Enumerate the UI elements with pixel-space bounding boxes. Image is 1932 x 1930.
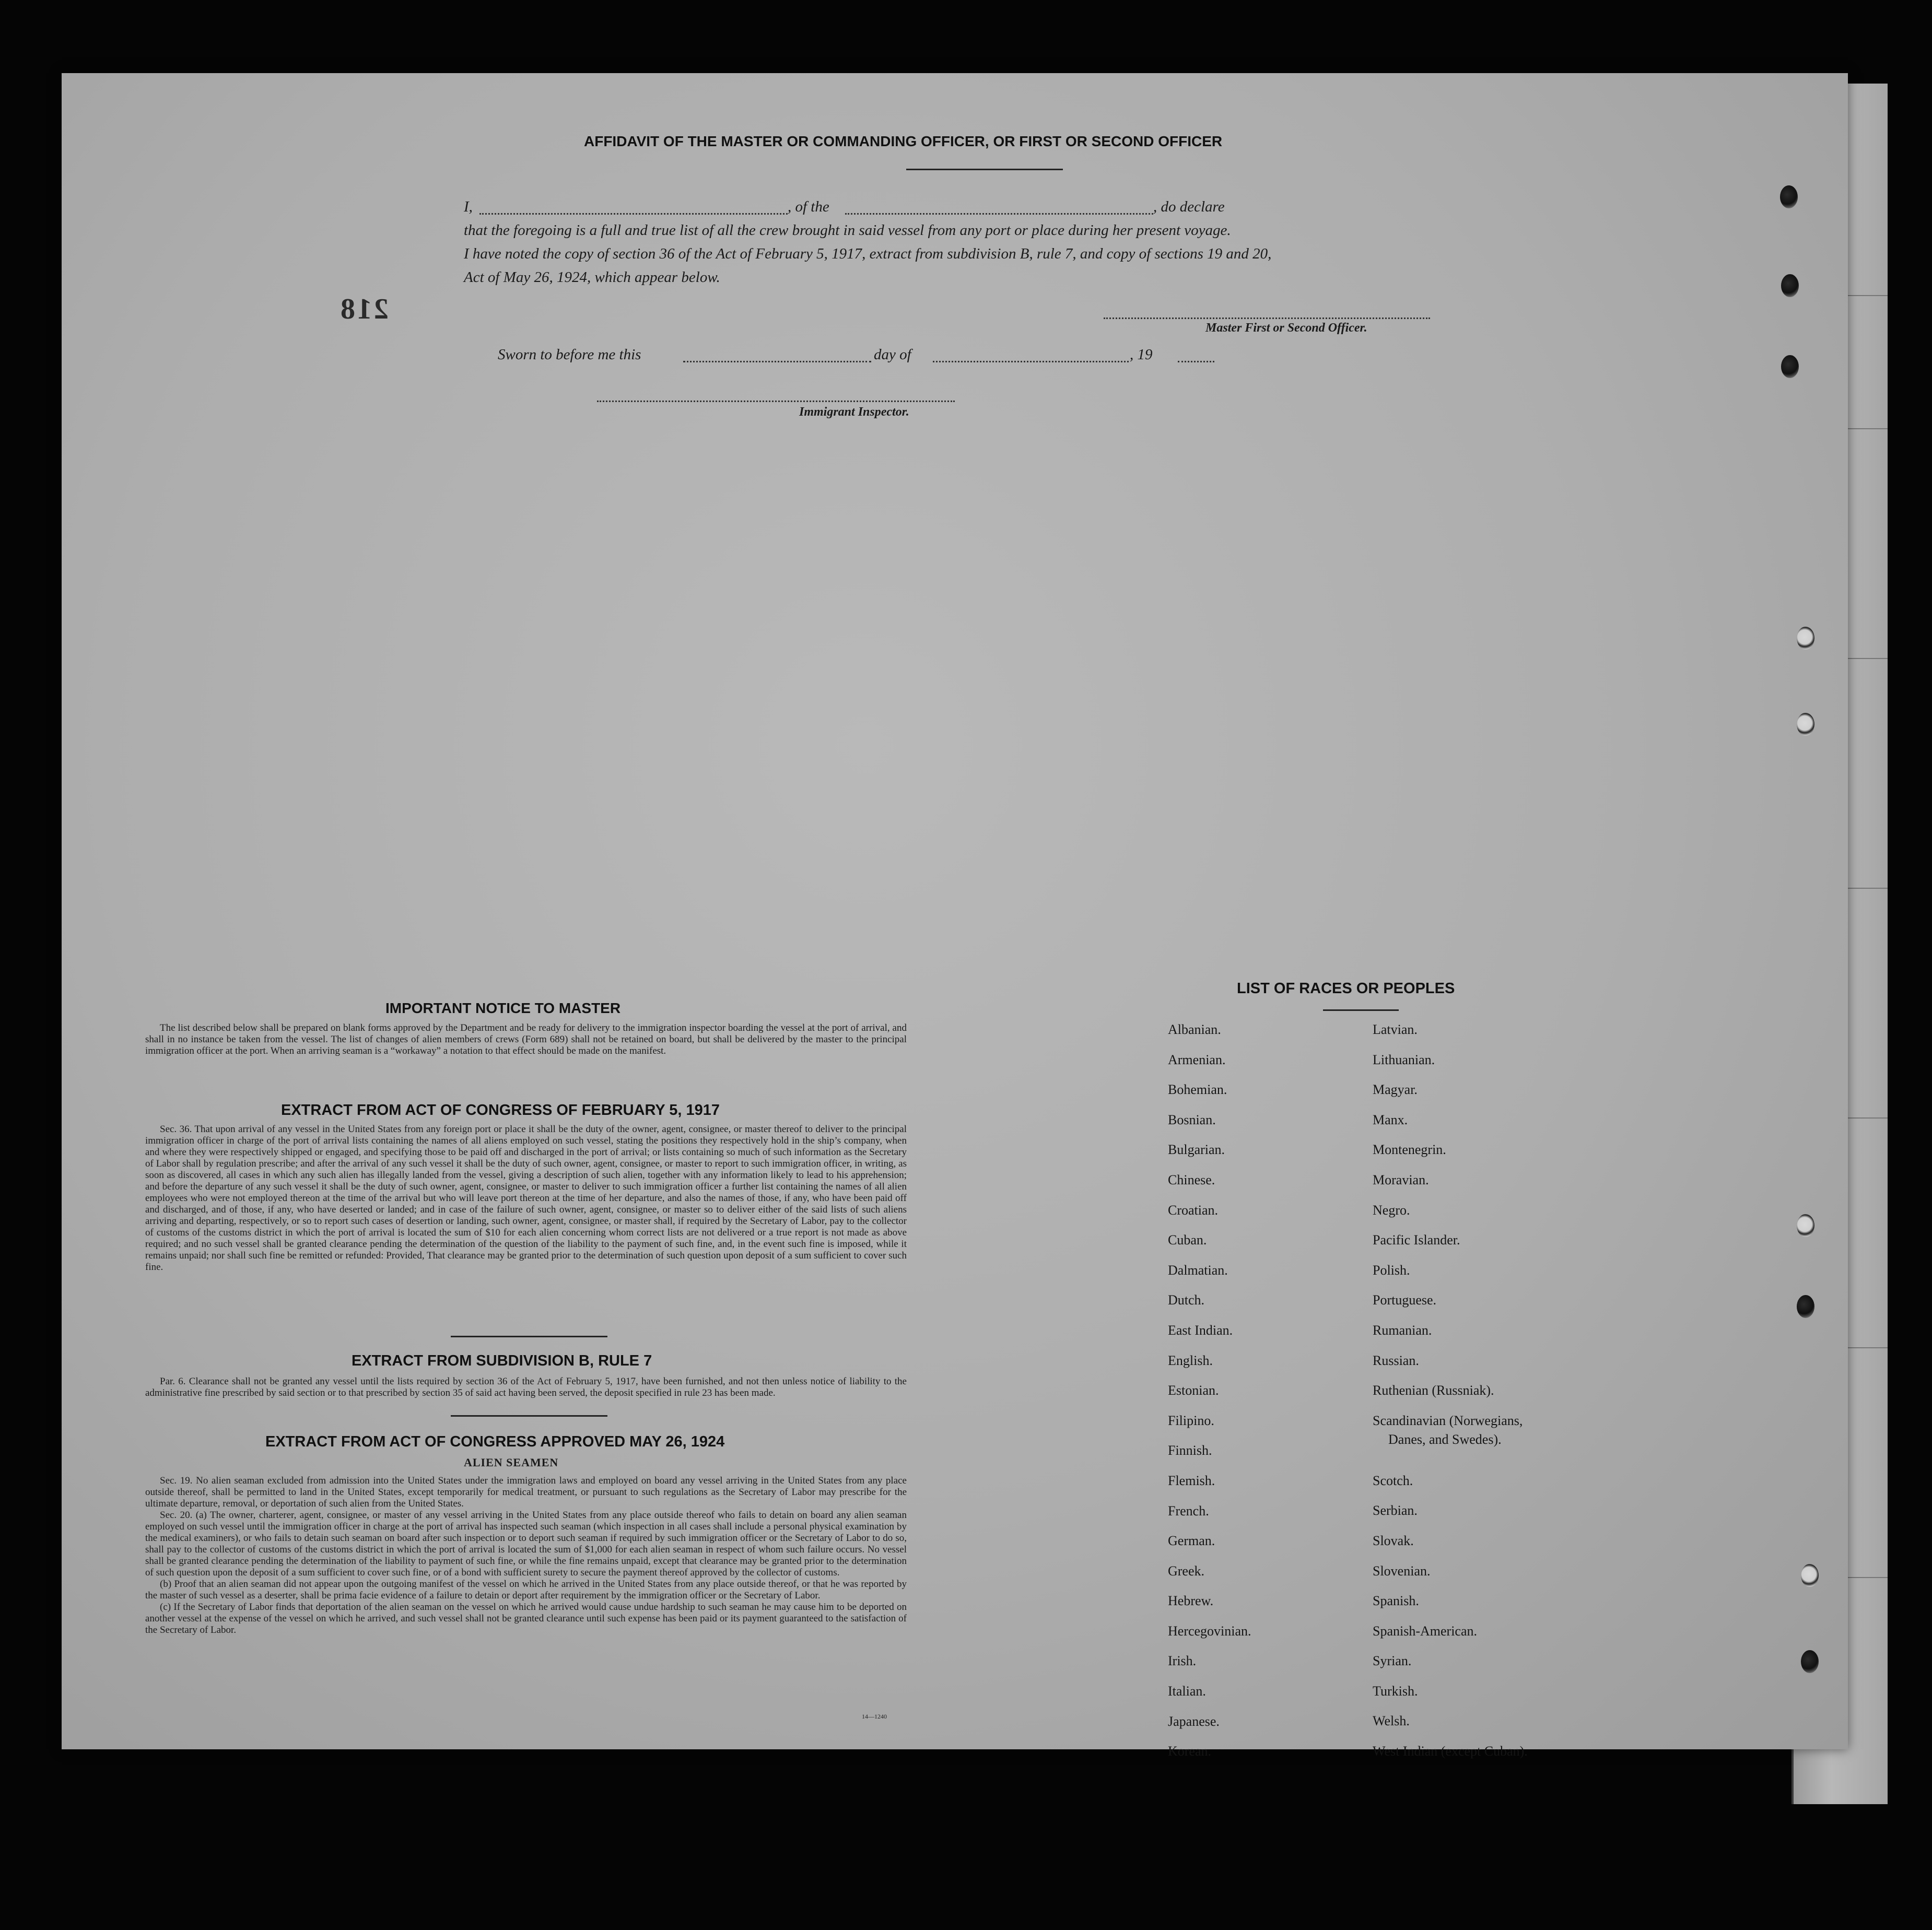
affidavit-line1-of: , of the [788,198,829,215]
divider-rule [451,1336,607,1337]
race-item: Bulgarian. [1168,1142,1225,1158]
extract-1917-title: EXTRACT FROM ACT OF CONGRESS OF FEBRUARY 5, 1917 [281,1102,720,1119]
affidavit-line1-i: I, [464,198,473,215]
race-item: Serbian. [1373,1503,1418,1519]
race-item: Flemish. [1168,1473,1215,1488]
binder-hole [1781,355,1799,378]
section-36-paragraph: Sec. 36. That upon arrival of any vessel in the United States from any foreign port or place it shall be the duty of the owner, agent, consignee, or master thereof to deliver to the principal immigration officer in charge of the port of arrival lists containing the names of all aliens employed on such vessel, stating the positions they respectively hold in the ship’s company, when and where they were respectively shipped or engaged, and specifying those to be paid off and discharged in the port of arrival; or lists containing so much of such information as the Secretary of Labor shall by regulation prescribe; and after the arrival of any such vessel it shall be the duty of such owner, agent, consignee, or master to report to such immigration officer, in writing, as soon as discovered, all cases in which any such alien has illegally landed from the vessel, giving a description of such alien, together with any information likely to lead to his apprehension; and before the departure of any such vessel it shall be the duty of such owner, agent, consignee, or master to deliver to such immigration officer a further list containing the names of all alien employees who were not employed thereon at the time of the arrival but who will leave port thereon at the time of her departure, and also the names of those, if any, who have been paid off and discharged, and of those, if any, who have deserted or landed; and in case of the failure of such owner, agent, consignee, or master so to deliver either of the said lists of such aliens arriving and departing, respectively, or so to report such cases of desertion or landing, such owner, agent, consignee, or master shall, if required by the Secretary of Labor, pay to the collector of customs of the customs district in which the port of arrival is located the sum of $10 for each alien concerning whom correct lists are not delivered or a true report is not made as above required; and no such vessel shall be granted clearance pending the determination of the question of the liability to the payment of such fine, and, in the event such fine is imposed, while it remains unpaid; nor shall such fine be remitted or refunded: Provided, That clearance may be granted prior to the determination of such question upon deposit of a sum sufficient to cover such fine. [145,1124,907,1273]
section-19-paragraph: Sec. 19. No alien seaman excluded from admission into the United States under the immigration laws and employed on board any vessel arriving in the United States from any place outside thereof, shall be permitted to land in the United States, except temporarily for medical treatment, or pursuant to such regulations as the Secretary of Labor may prescribe for the ultimate departure, removal, or deportation of such alien from the United States. [145,1475,907,1509]
sworn-day-of: day of [874,346,911,363]
race-item: Hebrew. [1168,1593,1214,1609]
race-item: Dalmatian. [1168,1262,1228,1278]
race-item: Spanish. [1373,1593,1419,1609]
sworn-day-blank [683,361,871,362]
race-item: Moravian. [1373,1172,1429,1187]
race-item: Rumanian. [1373,1322,1432,1338]
race-item: Cuban. [1168,1232,1207,1248]
form-number: 14—1240 [862,1713,887,1720]
affidavit-title: AFFIDAVIT OF THE MASTER OR COMMANDING OFFICER, OR FIRST OR SECOND OFFICER [584,133,1223,149]
race-item: Negro. [1373,1202,1410,1218]
race-item: Latvian. [1373,1022,1418,1037]
extract-rule7-text [145,1376,907,1399]
race-item: English. [1168,1352,1213,1368]
binder-hole [1797,1214,1814,1237]
race-item: Lithuanian. [1373,1052,1435,1067]
affidavit-line2: that the foregoing is a full and true list of all the crew brought in said vessel from any port or place during her present voyage. [464,222,1231,239]
race-item: German. [1168,1533,1215,1549]
race-item: Scotch. [1373,1473,1413,1488]
sworn-prefix: Sworn to before me this [498,346,641,363]
binder-hole [1797,627,1814,650]
race-item: Filipino. [1168,1413,1214,1428]
master-signature-caption: Master First or Second Officer. [1205,321,1367,335]
binder-hole [1801,1650,1819,1673]
race-item: Syrian. [1373,1653,1412,1669]
race-item: Croatian. [1168,1202,1219,1218]
race-item: Welsh. [1373,1713,1410,1729]
binder-hole [1781,274,1799,297]
races-title: LIST OF RACES OR PEOPLES [1237,980,1455,997]
extract-1924-text [145,1475,907,1636]
race-item: Russian. [1373,1352,1419,1368]
section-20c-paragraph: (c) If the Secretary of Labor finds that deportation of the alien seaman on the vessel on which he arrived would cause undue hardship to such seaman he may cause him to be deported on another vessel at the expense of the vessel on which he arrived, and such vessel shall not be granted clearance until such expense has been paid or its payment guaranteed to the satisfaction of the Secretary of Labor. [145,1602,907,1635]
race-item: Polish. [1373,1262,1410,1278]
race-item: Bosnian. [1168,1112,1216,1127]
inspector-caption: Immigrant Inspector. [799,405,909,419]
race-item: Irish. [1168,1653,1197,1669]
section-20a-paragraph: Sec. 20. (a) The owner, charterer, agent, consignee, or master of any vessel arriving in the United States from any place outside thereof who fails to detain on board any alien seaman employed on such vessel until the immigration officer in charge at the port of arrival has inspected such seaman (which inspection in all cases shall include a personal physical examination by the medical examiners), or who fails to detain such seaman on board after such inspection or to deport such seaman if required by such immigration officer or the Secretary of Labor to do so, shall pay to the collector of customs of the customs district in which the port of arrival is located the sum of $1,000 for each alien seaman in respect of whom such failure occurs. No vessel shall be granted clearance pending the determination of the liability to payment of such fine, or while the fine remains unpaid, except that clearance may be granted prior to the determination of such question upon the deposit of a sum sufficient to cover such fine, or of a bond with sufficient surety to secure the payment thereof approved by the collector of customs. [145,1510,907,1578]
affidavit-title-rule [906,169,1063,170]
race-item: Italian. [1168,1684,1206,1699]
affidavit-line4: Act of May 26, 1924, which appear below. [464,269,720,286]
race-item: Portuguese. [1373,1292,1437,1308]
race-item: Scandinavian (Norwegians, [1373,1413,1523,1428]
race-item: Montenegrin. [1373,1142,1446,1158]
section-20b-paragraph: (b) Proof that an alien seaman did not appear upon the outgoing manifest of the vessel on which he arrived in the United States from any place outside thereof, or that he was reported by the master of such vessel as a deserter, shall be prima facie evidence of a failure to detain or deport after requirement by the immigration officer or the Secretary of Labor. [145,1579,907,1601]
race-item: East Indian. [1168,1322,1233,1338]
notice-text [145,1022,907,1057]
race-item: Armenian. [1168,1052,1226,1067]
vessel-name-blank [845,213,1153,215]
race-item: Japanese. [1168,1713,1220,1729]
race-item: Finnish. [1168,1443,1212,1458]
master-signature-line [1104,317,1430,319]
race-item: Bohemian. [1168,1082,1227,1098]
extract-1917-text [145,1124,907,1273]
binder-hole [1797,713,1814,736]
notice-paragraph: The list described below shall be prepared on blank forms approved by the Department and be ready for delivery to the immigration inspector boarding the vessel at the port of arrival, and shall in no instance be taken from the vessel. The list of changes of alien members of crews (Form 689) shall not be retained on board, but shall be delivered by the master to the principal immigration officer at the port. When an arriving seaman is a “workaway” a notation to that effect should be made on the manifest. [145,1022,907,1056]
race-item: Spanish-American. [1373,1623,1478,1639]
race-item: Magyar. [1373,1082,1418,1098]
races-left-column [1168,1022,1251,1774]
race-item: Danes, and Swedes). [1388,1431,1502,1447]
race-item: Greek. [1168,1563,1205,1579]
extract-rule7-title: EXTRACT FROM SUBDIVISION B, RULE 7 [352,1352,652,1369]
par-6-paragraph: Par. 6. Clearance shall not be granted any vessel until the lists required by section 36 of the Act of February 5, 1917, have been furnished, and not then unless notice of liability to the administrative fine prescribed by said section or to that prescribed by section 35 of said act having been served, the deposit specified in rule 23 has been made. [145,1376,907,1398]
manifest-page [62,73,1848,1759]
race-item: Albanian. [1168,1022,1221,1037]
race-item: Manx. [1373,1112,1408,1127]
race-item: Slovak. [1373,1533,1414,1548]
extract-1924-subtitle: ALIEN SEAMEN [464,1456,559,1469]
affidavit-line1-declare: , do declare [1153,198,1225,215]
binder-hole [1797,1295,1814,1318]
sworn-year: , 19 [1130,346,1153,363]
race-item: Korean. [1168,1744,1212,1759]
race-item: Turkish. [1373,1683,1418,1699]
page-stamp: 218 [338,293,389,325]
races-right-column [1373,1022,1528,1774]
inspector-signature-line [597,401,955,402]
race-item: Slovenian. [1373,1563,1431,1579]
binder-hole [1780,185,1798,208]
divider-rule [451,1415,607,1417]
race-item: Ruthenian (Russniak). [1373,1383,1494,1398]
master-name-blank [479,213,788,215]
race-item: Hercegovinian. [1168,1623,1251,1639]
sworn-month-blank [933,361,1129,362]
race-item: Chinese. [1168,1172,1215,1187]
sworn-year-blank [1178,361,1214,362]
notice-title: IMPORTANT NOTICE TO MASTER [385,1000,621,1016]
affidavit-line3: I have noted the copy of section 36 of the Act of February 5, 1917, extract from subdivision B, rule 7, and copy of sections 19 and 20, [464,245,1272,262]
race-item: Estonian. [1168,1383,1219,1398]
extract-1924-title: EXTRACT FROM ACT OF CONGRESS APPROVED MAY 26, 1924 [265,1433,725,1450]
races-title-rule [1323,1009,1399,1011]
race-item: Pacific Islander. [1373,1232,1460,1248]
binder-hole [1801,1564,1819,1587]
race-item: Dutch. [1168,1292,1205,1308]
race-item: West Indian (except Cuban). [1373,1744,1528,1759]
race-item: French. [1168,1503,1209,1519]
